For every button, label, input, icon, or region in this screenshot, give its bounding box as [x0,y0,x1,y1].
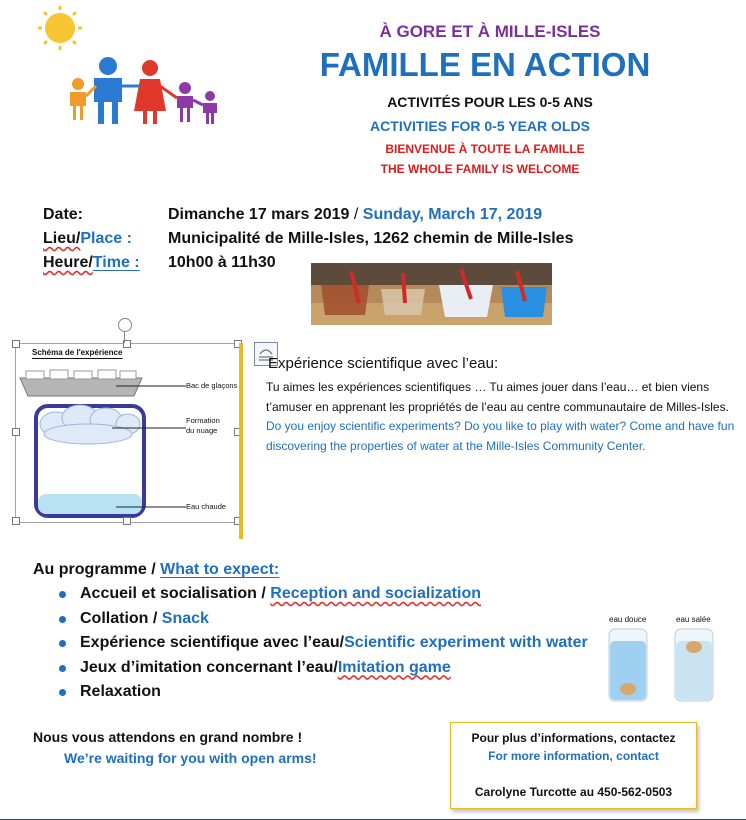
program-item-en: Reception and socialization [270,585,481,602]
closing-fr: Nous vous attendons en grand nombre ! [33,729,303,745]
experiment-text-en: Do you enjoy scientific experiments? Do you like to play with water? Come and have fun discovering the properties of water at the Mille-Isles Community Center. [266,419,735,453]
program-item-fr: Expérience scientifique avec l’eau/ [80,634,345,651]
bullet-icon [59,689,66,696]
subtitle-en: ACTIVITIES FOR 0-5 YEAR OLDS [370,118,590,134]
bullet-icon [59,640,66,647]
place-label [43,230,132,248]
date-value-en: Sunday, March 17, 2019 [362,206,543,223]
bullet-icon [59,665,66,672]
region-title: À GORE ET À MILLE-ISLES [379,22,601,41]
program-item [33,656,613,681]
diagram-label-cloud-1: Formation [186,416,220,425]
resize-handle[interactable] [12,517,20,525]
diagram-label-water: Eau chaude [186,502,227,511]
program-item-fr: Relaxation [80,683,161,700]
diagram-label-ice: Bac de glaçons [186,381,238,390]
date-value [168,206,542,224]
egg-float-icon [686,641,702,653]
date-separator: / [349,206,363,223]
diagram-title: Schéma de l'expérience [32,348,123,357]
family-figures-icon [70,57,217,124]
egg-sunk-icon [620,683,636,695]
rotate-handle-line [124,331,125,343]
program-item-en: Scientific experiment with water [344,634,588,651]
time-label-en: Time : [92,254,140,271]
bullet-icon [59,616,66,623]
place-value: Municipalité de Mille-Isles, 1262 chemin de Mille-Isles [168,230,574,247]
time-label-fr: Heure/ [43,254,93,271]
contact-line-fr: Pour plus d’informations, contactez [471,731,676,745]
program-heading-en: What to expect: [160,561,280,578]
rotate-handle-icon[interactable] [118,318,132,332]
diagram-label-cloud-2: du nuage [186,426,218,435]
bottle-label-right: eau salée [676,615,711,624]
ice-tray-shape [20,378,142,396]
program-item [33,582,613,607]
closing-en: We’re waiting for you with open arms! [64,750,317,766]
program-item-fr: Accueil et socialisation / [80,585,271,602]
program-heading [33,561,279,579]
bullet-icon [59,591,66,598]
contact-box [450,722,697,809]
experiment-photo [311,263,552,325]
program-item-en: Snack [161,609,209,627]
diagram-frame[interactable] [15,343,240,523]
sun-icon [38,6,82,50]
experiment-paragraph [266,378,736,456]
experiment-heading: Expérience scientifique avec l’eau: [268,355,499,372]
main-title: FAMILLE EN ACTION [319,46,651,83]
resize-handle[interactable] [12,340,20,348]
date-label: Date: [43,206,84,223]
welcome-fr: BIENVENUE À TOUTE LA FAMILLE [385,142,585,156]
time-value: 10h00 à 11h30 [168,254,276,271]
program-item [33,607,613,632]
program-list [33,582,613,705]
bottles-photo [605,625,720,705]
contact-person: Carolyne Turcotte au 450-562-0503 [474,785,673,799]
contact-line-en: For more information, contact [488,749,659,763]
program-item [33,680,613,705]
program-item [33,631,613,656]
subtitle-fr: ACTIVITÉS POUR LES 0-5 ANS [387,94,593,110]
program-item-fr: Jeux d’imitation concernant l’eau/ [80,658,338,676]
time-label [43,254,140,272]
program-item-fr: Collation / [80,609,162,627]
experiment-text-fr: Tu aimes les expériences scientifiques … Tu aimes jouer dans l’eau… et bien viens t’amuser en apprenant les propriétés de l’eau au centre communautaire de Milles-Isles. [266,380,729,414]
program-heading-fr: Au programme / [33,561,161,578]
place-label-en: Place : [80,230,132,247]
family-logo [30,6,240,126]
warm-water-shape [38,494,142,514]
date-value-fr: Dimanche 17 mars 2019 [168,206,350,223]
bottle-label-left: eau douce [609,615,647,624]
place-label-fr: Lieu/ [43,230,81,247]
welcome-en: THE WHOLE FAMILY IS WELCOME [380,162,580,176]
resize-handle[interactable] [123,517,131,525]
resize-handle[interactable] [12,428,20,436]
gold-divider [239,343,243,539]
program-item-en: Imitation game [337,658,451,676]
